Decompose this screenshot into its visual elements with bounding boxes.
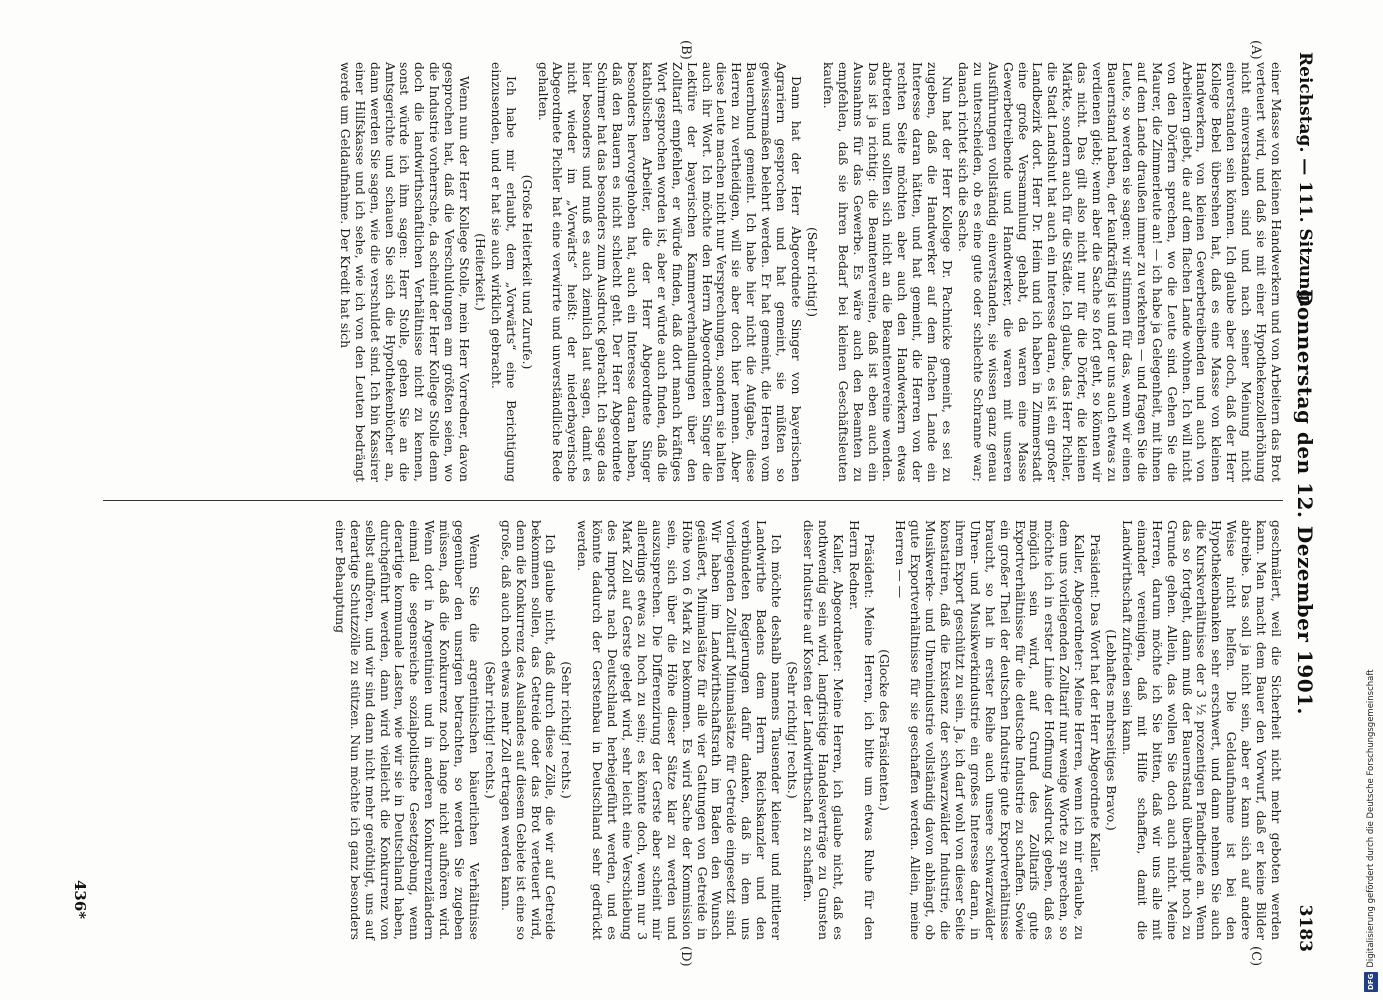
paragraph: Ich habe mir erlaubt, dem „Vorwärts“ eine Berichtigung einzusenden, und er hat sie auch wirklich gebracht. [488,62,519,482]
interjection: (Sehr richtig! rechts.) [482,661,498,799]
left-column [336,62,1283,482]
interjection: (Heiterkeit.) [472,233,488,311]
speaker-paragraph: Präsident: Das Wort hat der Herr Abgeordnete Kaller. [1088,534,1104,873]
interjection: (Glocke des Präsidenten.) [877,649,893,811]
interjection: (Sehr richtig!) [804,227,820,317]
header-left: Reichstag. — 111. Sitzung. [1295,52,1315,308]
paragraph: Wenn Sie die argentinischen bäuerlichen Verhältnisse gegenüber den unsrigen betrachten, so werden Sie zugeben müssen, daß die Konkurrenz noch lange nicht aufhören wird. Wenn dort in Argentinien und in anderen Konkurrenzländern einmal die segensreiche sozialpolitische Gesetzgebung, wenn derartige kommunale Lasten, wie wir sie in Deutschland haben, durchgeführt werden, dann wird vielleicht die Konkurrenz von selbst aufhören, und wir sind dann nicht mehr genöthigt, uns auf derartige Schutzzölle zu stützen. Nun möchte ich ganz besonders einer Behauptung [332,520,482,940]
interjection: (Große Heiterkeit und Zurufe.) [519,174,535,370]
column-divider [103,500,1283,501]
credit-text: Digitalisierung gefördert durch die Deutsche Forschungsgemeinschaft [1366,669,1376,968]
paragraph: Dann hat der Herr Abgeordnete Singer von bayerischen Agrariern gesprochen und hat gemeint, sie müßten so gewissermaßen belehrt werden. Er hat gemeint, die Herren vom Bauernbund gemeint. Ich habe hier nicht die Aufgabe, diese Herren zu vertheidigen, will sie aber doch hier nennen. Aber diese Leute machen nicht nur Versprechungen, sondern sie halten auch ihr Wort. Ich möchte den Herrn Abgeordneten Singer die Lektüre der bayerischen Kammerverhandlungen über den Zolltarif empfehlen, er würde finden, daß dort manch kräftiges Wort gesprochen worden ist, aber er würde auch finden, daß die katholischen Arbeiter, die der Herr Abgeordnete Singer besonders hervorgehoben hat, auch ein Interesse daran haben, daß den Bauern es nicht schlecht geht. Der Herr Abgeordnete Schirmer hat das besonders zum Ausdruck gebracht. Ich sage das hier besonders und muß es auch ziemlich laut sagen, damit es nicht wieder im „Vorwärts“ heißt: der niederbayerische Abgeordnete Pichler hat eine verwirrte und unverständliche Rede gehalten. [535,62,804,482]
header-date: Donnerstag den 12. Dezember 1901. [1293,288,1317,716]
paragraph: Wenn nun der Herr Kollege Stolle, mein Herr Vorredner, davon gesprochen hat, daß die Verschuldungen am größten seien, wo die Industrie vorherrsche, da scheint der Herr Kollege Stolle denn doch die landwirthschaftlichen Verhältnisse nicht zu kennen, sonst würde ich ihm sagen: Herr Stolle, gehen Sie an die Amtsgerichte und schauen Sie sich die Hypothekenbücher an, dann werden Sie sagen, wie die verschuldet sind. Ich bin Kassirer einer Hilfskasse und ich sehe, wie ich von den Leuten bedrängt werde um Geldaufnahme. Der Kredit hat sich [337,62,473,482]
margin-marker-d: (D) [678,946,693,967]
interjection: (Sehr richtig! rechts.) [559,661,575,799]
speaker-paragraph: Kaller, Abgeordneter: Meine Herren, ich glaube nicht, daß es nothwendig sein wird, langfristige Handelsverträge zu Gunsten dieser Industrie auf Kosten der Landwirthschaft zu schaffen. [800,520,846,940]
margin-marker-b: (B) [678,40,693,60]
margin-marker-a: (A) [1248,40,1263,60]
paragraph: geschmälert, weil die Sicherheit nicht mehr geboten werden kann. Man macht dem Bauer den Vorwurf, daß er keine Bilder abtreibe. Das soll ja nicht sein, aber er kann sich auf andere Weise nicht helfen. Die Geldaufnahme ist bei den Hypothekenbanken sehr erschwert, und dann nehmen Sie auch die Kurskverhältnisse der 3 ½ prozentigen Pfandbriefe an. Wenn das so fortgeht, dann muß der Bauernstand überhaupt noch zu Grunde gehen. Allein, das wollen Sie doch auch nicht. Meine Herren, darum möchte ich Sie bitten, daß wir uns alle mit einander vereinigen, daß mit Hilfe schaffen, damit die Landwirthschaft zufrieden sein kann. [1119,520,1284,940]
margin-marker-c: (C) [1248,946,1263,967]
page-number: 3183 [1295,904,1315,952]
paragraph: einer Masse von kleinen Handwerkern und von Arbeitern das Brot verteuert wird, und daß sie mit einer Hypothekenzollerhöhung nicht einverstanden sind und nach seiner Meinung nicht einverstanden sein können. Ich glaube aber doch, daß der Herr Kollege Bebel übersehen hat, daß es eine Masse von kleinen Handwerkern, von kleinen Gewerbetreibenden und auch von Arbeitern giebt, die auf dem flachen Lande wohnen. Ich will nicht von den Dörfern sprechen, wo die Leute sind. Gehen Sie die Maurer, die Zimmerleute an! — ich habe ja Gelegenheit, mit ihnen auf dem Lande draußen immer zu verkehren — und fragen Sie die Leute, so werden sie sagen: wir stimmen für das, wenn wir einen Bauernstand haben, der kaufkräftig ist und der uns auch etwas zu verdienen giebt; wenn aber die Sache so fort geht, so können wir das nicht. Das gilt also nicht nur für die Dörfer, die kleinen Märkte, sondern auch für die Städte. Ich glaube, das Herr Pichler, die Stadt Landshut hat auch ein Interesse daran, es ist ein großer Landbezirk dort. Herr Dr. Heim und ich haben in Zimmerstadt eine große Versammlung gehabt, da waren eine Masse Gewerbetreibende und Handwerker, die waren mit unseren Ausführungen vollständig einverstanden, sie wissen ganz genau zu unterscheiden, ob es eine gute oder schlechte Schranne war; danach richtet sich die Sache. [955,62,1284,482]
dfg-logo: DFG [1364,972,1378,992]
right-column [331,520,1283,940]
page-header [1283,52,1323,952]
paragraph: Ich möchte deshalb namens Tausender kleiner und mittlerer Landwirthe Badens dem Herrn Reichskanzler und den verbündeten Regierungen dafür danken, daß in dem uns vorliegenden Zolltarif Minimalsätze für Getreide eingesetzt sind. Wir haben im Landwirthschaftsrath im Baden den Wunsch geäußert, Minimalsätze für alle vier Gattungen von Getreide in Höhe von 6 Mark zu bekommen. Es wird Sache der Kommission sein, sich über die Höhe dieser Sätze klar zu werden und auszusprechen. Die Differenzirung der Gerste aber scheint mir allerdings etwas zu hoch zu sein; es könnte doch, wenn nur 3 Mark Zoll auf Gerste gelegt wird, sehr leicht eine Verschiebung des Imports nach Deutschland herbeigeführt werden, und es könnte dadurch der Gerstenbau in Deutschland sehr gedrückt werden. [575,520,785,940]
interjection: (Lebhaftes mehrseitiges Bravo.) [1104,629,1120,831]
paragraph: Ich glaube nicht, daß durch diese Zölle, die wir auf Getreide bekommen sollen, das Getreide oder das Brot verteuert wird, denn die Konkurrenz des Auslandes auf diesem Gebiete ist eine so große, daß auch noch etwas mehr Zoll ertragen werden kann. [498,520,559,940]
paragraph: Nun hat der Herr Kollege Dr. Pachnicke gemeint, es sei zu zugeben, daß die Handwerker auf dem flachen Lande ein Interesse daran hätten, und hat gemeint, die Herren von der rechten Seite möchten aber auch den Handwerkern etwas abtreten und sollten sich nicht an die Beamtenvereine wenden. Das ist ja richtig: die Beamtenvereine, daß ist eben auch ein Ausnahms für das Gewerbe. Es wäre auch den Beamten zu empfehlen, daß sie ihren Bedarf bei kleinen Geschäftsleuten kaufen. [820,62,956,482]
speaker-paragraph: Kaller, Abgeordneter: Meine Herren, wenn ich mir erlaube, zu dem uns vorliegenden Zolltarif nur wenige Worte zu sprechen, so möchte ich in erster Linie der Hoffnung Ausdruck geben, daß es möglich sein wird, auf Grund des Zolltarifs gute Exportverhältnisse für die deutsche Industrie zu schaffen. Sowie ein großer Theil der deutschen Industrie gute Exportverhältnisse braucht, so hat in erster Reihe auch unsere schwarzwälder Uhren- und Musikwerkindustrie ein großes Interesse daran, in ihrem Export geschützt zu sein. Ja, ich darf wohl von dieser Seite konstatiren, daß die Existenz der schwarzwälder Industrie, die Musikwerke- und Uhrenindustrie vollständig davon abhängt, ob gute Exportverhältnisse für sie geschaffen werden. Allein, meine Herren — — [893,520,1088,940]
sheet-number: 436* [71,880,89,920]
speaker-paragraph: Präsident: Meine Herren, ich bitte um etwas Ruhe für den Herrn Redner. [846,520,877,940]
interjection: (Sehr richtig! rechts.) [785,661,800,799]
digitization-credit [1364,8,1378,992]
